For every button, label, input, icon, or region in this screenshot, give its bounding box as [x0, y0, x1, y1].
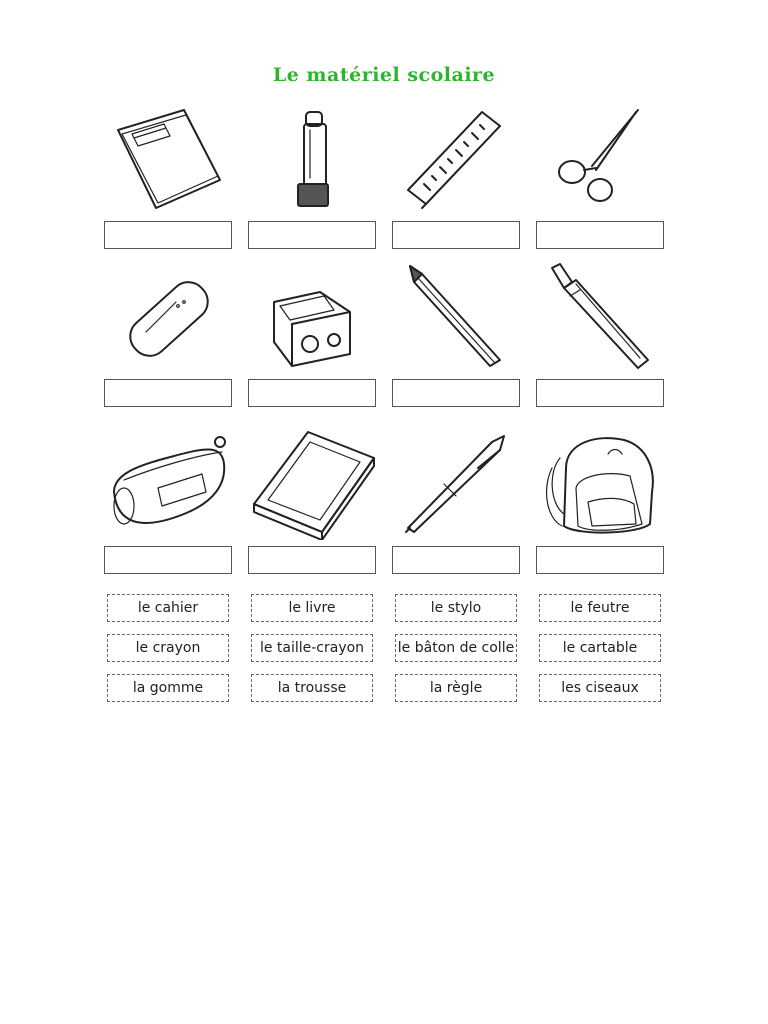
notebook-icon	[104, 104, 232, 216]
word-card[interactable]: le taille-crayon	[251, 634, 373, 662]
word-card[interactable]: le bâton de colle	[395, 634, 517, 662]
word-card[interactable]: la trousse	[251, 674, 373, 702]
pencil-icon	[392, 262, 520, 374]
word-card[interactable]: la règle	[395, 674, 517, 702]
answer-box-3[interactable]	[392, 221, 520, 249]
eraser-icon	[104, 262, 232, 374]
ruler-icon	[392, 104, 520, 216]
answer-box-5[interactable]	[104, 379, 232, 407]
word-card[interactable]: les ciseaux	[539, 674, 661, 702]
glue-stick-icon	[250, 104, 378, 216]
book-icon	[250, 428, 378, 540]
word-card[interactable]: le stylo	[395, 594, 517, 622]
school-bag-icon	[538, 428, 666, 540]
felt-pen-icon	[538, 262, 666, 374]
answer-box-9[interactable]	[104, 546, 232, 574]
worksheet-title: Le matériel scolaire	[272, 64, 496, 86]
answer-box-10[interactable]	[248, 546, 376, 574]
answer-box-7[interactable]	[392, 379, 520, 407]
word-card[interactable]: le livre	[251, 594, 373, 622]
word-card[interactable]: le cartable	[539, 634, 661, 662]
word-card[interactable]: le crayon	[107, 634, 229, 662]
answer-box-4[interactable]	[536, 221, 664, 249]
answer-box-11[interactable]	[392, 546, 520, 574]
answer-box-1[interactable]	[104, 221, 232, 249]
word-card[interactable]: la gomme	[107, 674, 229, 702]
answer-box-8[interactable]	[536, 379, 664, 407]
word-card[interactable]: le cahier	[107, 594, 229, 622]
word-card[interactable]: le feutre	[539, 594, 661, 622]
pencil-case-icon	[104, 428, 232, 540]
scissors-icon	[538, 104, 666, 216]
answer-box-6[interactable]	[248, 379, 376, 407]
pen-icon	[392, 428, 520, 540]
answer-box-2[interactable]	[248, 221, 376, 249]
pencil-sharpener-icon	[250, 262, 378, 374]
answer-box-12[interactable]	[536, 546, 664, 574]
